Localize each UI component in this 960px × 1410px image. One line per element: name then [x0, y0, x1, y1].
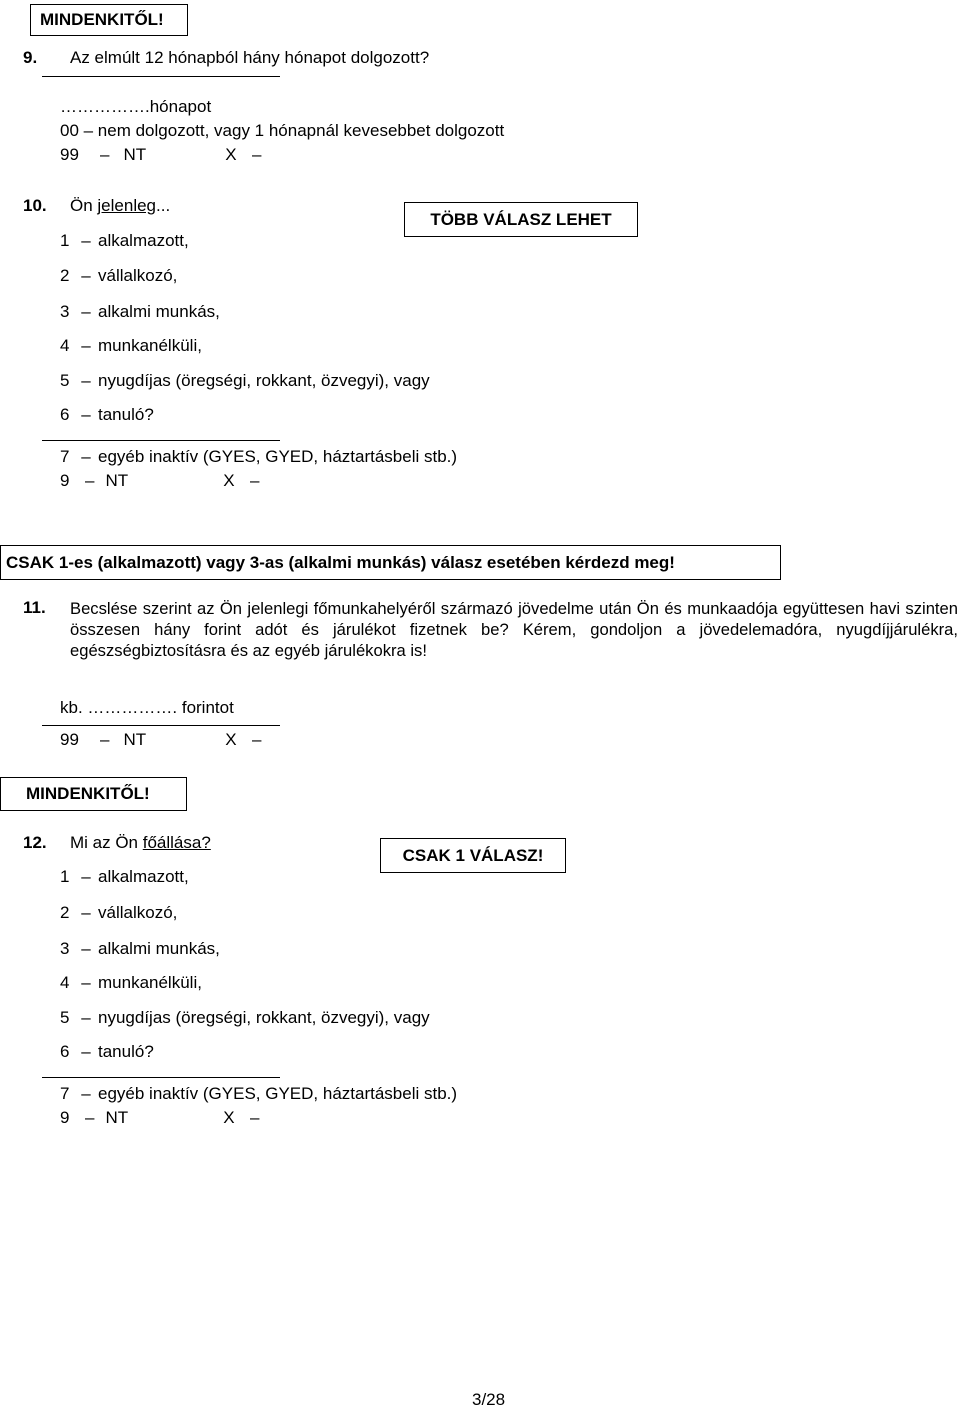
- filter-note-box: [0, 545, 781, 580]
- x-dash: –: [251, 145, 262, 164]
- instruction-text: MINDENKITŐL!: [26, 784, 150, 803]
- q9-months-blank: …………….hónapot: [60, 97, 212, 116]
- q10-text-underlined: jelenleg: [97, 196, 157, 215]
- q10-text-post: ...: [156, 196, 171, 215]
- divider-q11: [42, 725, 280, 726]
- q9-nt-row: [60, 145, 261, 165]
- nt-dash: –: [100, 730, 110, 749]
- single-answer-text: CSAK 1 VÁLASZ!: [402, 845, 544, 865]
- q9-option-00: 00 – nem dolgozott, vagy 1 hónapnál kevesebbet dolgozott: [60, 121, 505, 140]
- single-answer-box: [380, 838, 566, 873]
- question-text-11: Becslése szerint az Ön jelenlegi főmunkahelyéről származó jövedelme után Ön és munkaadója együttesen havi szinten összesen hány forint adót és járulékot fizetnek be? Kérem, gondoljon a jövedelemadóra, nyugdíjjárulékra, egészségbiztosításra és az egyéb járulékokra is!: [70, 599, 958, 660]
- q12-option-6: 6 – tanuló?: [60, 1042, 154, 1061]
- x-label: X: [225, 145, 237, 164]
- q12-nt-row: [60, 1108, 259, 1128]
- nt-dash: –: [85, 1108, 95, 1127]
- q10-option-7: 7 – egyéb inaktív (GYES, GYED, háztartásbeli stb.): [60, 447, 458, 466]
- q10-text-pre: Ön: [70, 196, 98, 215]
- question-number-12: 12.: [23, 833, 47, 852]
- q12-option-1: 1 – alkalmazott,: [60, 867, 189, 886]
- q10-option-6: 6 – tanuló?: [60, 405, 154, 424]
- nt-label: NT: [105, 1108, 129, 1127]
- nt-code: 9: [60, 1108, 70, 1127]
- multi-answer-text: TÖBB VÁLASZ LEHET: [430, 209, 612, 229]
- nt-dash: –: [85, 471, 95, 490]
- x-label: X: [223, 471, 235, 490]
- q11-answer-blank: kb. ……………. forintot: [60, 698, 234, 717]
- question-text-10: [70, 196, 170, 216]
- q12-option-4: 4 – munkanélküli,: [60, 973, 202, 992]
- instruction-box-all-1: [30, 4, 188, 36]
- q12-option-3: 3 – alkalmi munkás,: [60, 939, 220, 958]
- question-text-9: Az elmúlt 12 hónapból hány hónapot dolgozott?: [70, 48, 430, 67]
- q12-text-underlined: főállása?: [142, 833, 211, 852]
- nt-code: 9: [60, 471, 70, 490]
- x-label: X: [223, 1108, 235, 1127]
- q10-option-2: 2 – vállalkozó,: [60, 266, 178, 285]
- instruction-text: MINDENKITŐL!: [40, 10, 164, 29]
- q10-option-3: 3 – alkalmi munkás,: [60, 302, 220, 321]
- q12-option-2: 2 – vállalkozó,: [60, 903, 178, 922]
- nt-code: 99: [60, 730, 79, 749]
- page-number: 3/28: [472, 1390, 506, 1409]
- nt-label: NT: [123, 145, 147, 164]
- nt-label: NT: [105, 471, 129, 490]
- q12-text-pre: Mi az Ön: [70, 833, 143, 852]
- x-dash: –: [251, 730, 262, 749]
- nt-dash: –: [100, 145, 110, 164]
- x-dash: –: [249, 471, 260, 490]
- x-label: X: [225, 730, 237, 749]
- filter-note-text: CSAK 1-es (alkalmazott) vagy 3-as (alkalmi munkás) válasz esetében kérdezd meg!: [6, 552, 675, 572]
- instruction-box-all-2: [0, 777, 187, 811]
- q10-option-4: 4 – munkanélküli,: [60, 336, 202, 355]
- divider-q10: [42, 440, 280, 441]
- question-number-9: 9.: [23, 48, 38, 67]
- q10-nt-row: [60, 471, 259, 491]
- q12-option-5: 5 – nyugdíjas (öregségi, rokkant, özvegyi), vagy: [60, 1008, 430, 1027]
- nt-code: 99: [60, 145, 79, 164]
- multi-answer-box: [404, 202, 638, 237]
- divider-q12: [42, 1077, 280, 1078]
- x-dash: –: [249, 1108, 260, 1127]
- question-number-11: 11.: [23, 598, 46, 617]
- q12-option-7: 7 – egyéb inaktív (GYES, GYED, háztartásbeli stb.): [60, 1084, 458, 1103]
- question-number-10: 10.: [23, 196, 47, 215]
- q10-option-5: 5 – nyugdíjas (öregségi, rokkant, özvegyi), vagy: [60, 371, 430, 390]
- q10-option-1: 1 – alkalmazott,: [60, 231, 189, 250]
- divider-q9: [42, 76, 280, 77]
- question-text-12: [70, 833, 211, 853]
- q11-nt-row: [60, 730, 261, 750]
- nt-label: NT: [123, 730, 147, 749]
